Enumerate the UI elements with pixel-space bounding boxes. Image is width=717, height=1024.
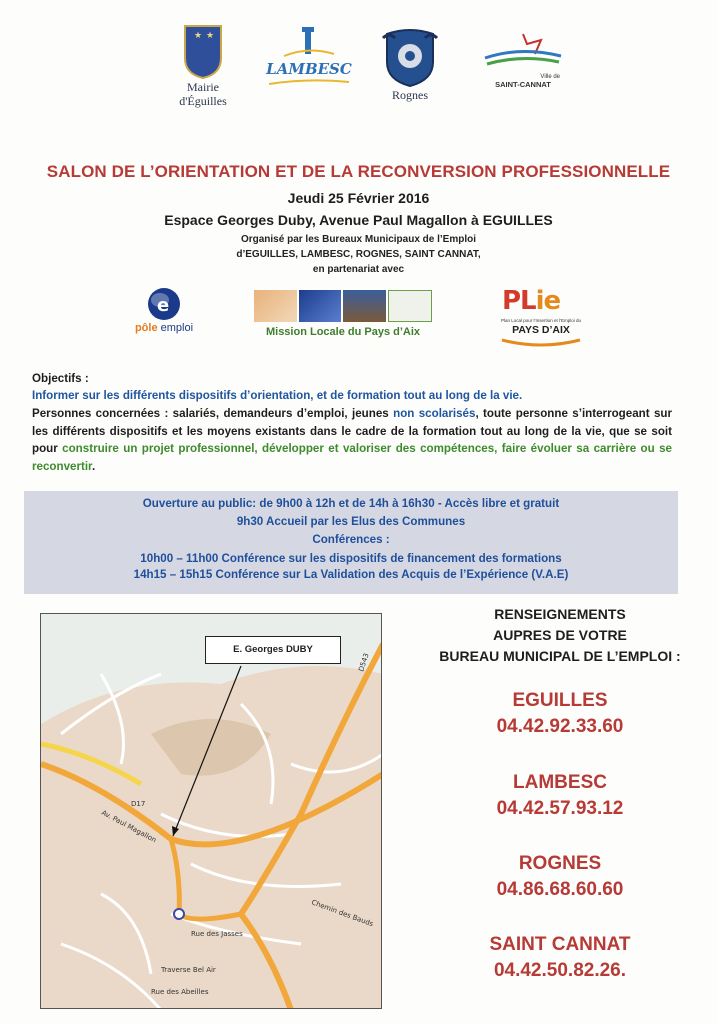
objectives-label: Objectifs : — [32, 372, 89, 385]
pole-emploi-prefix: pôle — [134, 322, 158, 334]
eguilles-logo — [168, 24, 238, 108]
plie-logo — [498, 286, 584, 346]
saint-cannat-mark-icon — [481, 30, 565, 74]
eguilles-caption-1: Mairie — [187, 80, 219, 94]
saint-cannat-caption-2: SAINT-CANNAT — [495, 80, 551, 89]
opening-hours: Ouverture au public: de 9h00 à 12h et de 14h à 16h30 - Accès libre et gratuit — [142, 497, 560, 510]
plie-word-b: ie — [535, 286, 561, 316]
welcome-line: 9h30 Accueil par les Elus des Communes — [236, 515, 466, 528]
mission-locale-logo — [254, 290, 432, 346]
office-phone-saint-cannat: 04.42.50.82.26. — [493, 960, 627, 981]
contact-heading-3: BUREAU MUNICIPAL DE L’EMPLOI : — [439, 648, 681, 664]
office-phone-lambesc: 04.42.57.93.12 — [496, 798, 624, 819]
office-city-saint-cannat: SAINT CANNAT — [489, 934, 631, 955]
contact-heading-2: AUPRES DE VOTRE — [493, 627, 627, 643]
plie-swoosh-icon — [498, 338, 584, 348]
rognes-crest-icon — [379, 28, 441, 88]
audience-part-e: . — [91, 459, 96, 473]
mission-photo-1 — [254, 290, 297, 322]
location-map — [40, 613, 382, 1009]
map-label-d543: D543 — [357, 652, 371, 673]
lambesc-swoosh-icon — [267, 78, 351, 86]
plie-word-a: PL — [502, 286, 536, 316]
map-label-d17: D17 — [131, 800, 146, 808]
conference-1: 10h00 – 11h00 Conférence sur les dispositifs de financement des formations — [140, 552, 562, 565]
lambesc-wordmark: LAMBESC — [266, 60, 352, 78]
mission-photo-2 — [299, 290, 342, 322]
event-date: Jeudi 25 Février 2016 — [287, 190, 430, 206]
event-title: SALON DE L’ORIENTATION ET DE LA RECONVERSION PROFESSIONNELLE — [46, 162, 671, 181]
map-label-bauds: Chemin des Bauds — [310, 898, 375, 929]
plie-wordmark — [502, 286, 560, 316]
eguilles-shield-icon — [182, 24, 224, 80]
pole-emploi-circle-icon — [126, 286, 202, 322]
svg-text:★: ★ — [206, 31, 215, 41]
svg-text:e: e — [157, 295, 170, 316]
eguilles-caption-2: d'Éguilles — [179, 94, 227, 108]
office-phone-eguilles: 04.42.92.33.60 — [496, 716, 624, 737]
office-city-eguilles: EGUILLES — [512, 690, 608, 711]
office-city-rognes: ROGNES — [518, 853, 602, 874]
audience-part-c: , toute personne s’interrogeant sur les différents dispositifs et les moyens existants dans le cadre de la formation tout au long de la vie, que se soit pour — [32, 407, 672, 455]
audience-part-d: construire un projet professionnel, développer et valoriser des compétences, faire évoluer sa carrière ou se reconvertir — [32, 442, 672, 473]
office-city-lambesc: LAMBESC — [513, 772, 607, 793]
mission-photo-4 — [388, 290, 433, 322]
target-audience-text — [32, 405, 672, 475]
rognes-caption: Rognes — [392, 88, 428, 102]
conferences-label: Conférences : — [312, 533, 390, 546]
contact-heading-1: RENSEIGNEMENTS — [494, 606, 626, 622]
map-callout-label: E. Georges DUBY — [205, 636, 341, 664]
map-label-abeilles: Rue des Abeilles — [151, 988, 209, 996]
organizer-line-2: d’EGUILLES, LAMBESC, ROGNES, SAINT CANNAT, — [236, 249, 481, 260]
pole-emploi-wordmark — [126, 322, 202, 334]
office-phone-rognes: 04.86.68.60.60 — [496, 879, 624, 900]
map-label-jasses: Rue des Jasses — [191, 930, 243, 938]
plie-region: PAYS D’AIX — [512, 324, 570, 336]
map-label-magallon: Av. Paul Magallon — [100, 808, 158, 845]
audience-part-b: non scolarisés — [393, 407, 476, 420]
pole-emploi-suffix: emploi — [157, 322, 194, 334]
lambesc-logo — [262, 24, 356, 86]
conference-2: 14h15 – 15h15 Conférence sur La Validation des Acquis de l’Expérience (V.A.E) — [133, 568, 569, 581]
plie-subtitle: Plan Local pour l’Insertion et l’Emploi du — [500, 318, 582, 323]
mission-locale-photo-strip — [254, 290, 432, 322]
svg-text:★: ★ — [194, 31, 203, 41]
mission-photo-3 — [343, 290, 386, 322]
saint-cannat-caption-1: Ville de — [540, 74, 560, 80]
organizer-line-3: en partenariat avec — [312, 264, 405, 275]
roundabout-icon — [174, 909, 184, 919]
lambesc-tower-icon — [279, 24, 339, 60]
audience-part-a: Personnes concernées : salariés, demandeurs d’emploi, jeunes — [32, 407, 394, 420]
map-label-bel-air: Traverse Bel Air — [161, 966, 216, 974]
pole-emploi-logo — [126, 286, 202, 342]
objectives-text: Informer sur les différents dispositifs d’orientation, et de formation tout au long de la vie. — [32, 389, 523, 402]
event-venue: Espace Georges Duby, Avenue Paul Magallon à EGUILLES — [164, 212, 553, 228]
rognes-logo — [374, 28, 446, 102]
map-drawing — [41, 614, 382, 1009]
schedule-panel — [24, 491, 678, 594]
organizer-line-1: Organisé par les Bureaux Municipaux de l’Emploi — [240, 234, 477, 245]
mission-locale-name: Mission Locale du Pays d’Aix — [265, 326, 421, 338]
saint-cannat-logo — [478, 30, 568, 89]
